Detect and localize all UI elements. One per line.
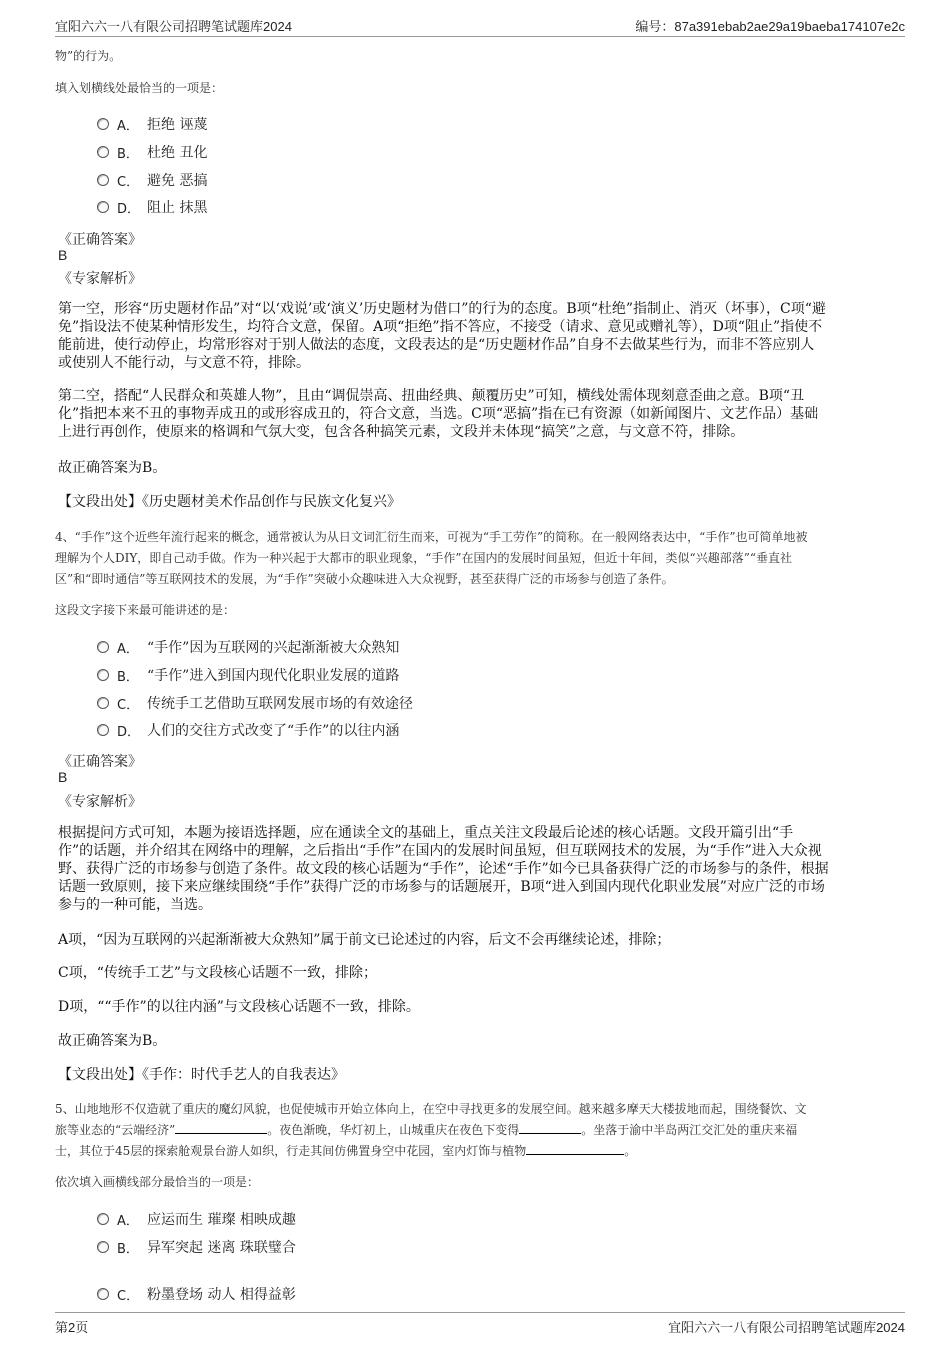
q4-stem <box>55 527 915 590</box>
page-number: 第2页 <box>55 1320 89 1335</box>
q3-source: 【文段出处】《历史题材美术作品创作与民族文化复兴》 <box>58 494 401 510</box>
text-fragment: 。 <box>624 1144 637 1158</box>
fill-blank-1 <box>175 1121 267 1134</box>
q3-option-a[interactable] <box>97 113 207 135</box>
radio-button-icon[interactable] <box>97 1288 109 1300</box>
q3-analysis-p2 <box>58 387 908 441</box>
radio-button-icon[interactable] <box>97 1213 109 1225</box>
radio-button-icon[interactable] <box>97 201 109 213</box>
q3-stem-continuation: 物”的行为。 <box>55 49 122 63</box>
q4-answer-label: 《正确答案》 <box>58 754 142 770</box>
page-header <box>55 14 905 37</box>
option-text: “手作”进入到国内现代化职业发展的道路 <box>147 668 400 684</box>
q3-option-d[interactable] <box>97 196 207 218</box>
fill-blank-3 <box>526 1142 624 1155</box>
q3-answer-label: 《正确答案》 <box>58 232 142 248</box>
q4-analysis-p4: D项，““手作”的以往内涵”与文段核心话题不一致，排除。 <box>58 999 420 1015</box>
text-fragment: 。坐落于渝中半岛两江交汇处的重庆来福 <box>581 1123 798 1137</box>
q4-option-a[interactable] <box>97 636 399 658</box>
text-line: 理解为个人DIY，即自己动手做。作为一种兴起于大都市的职业现象，“手作”在国内的发展时间虽短，但近十年间，类似“兴趣部落”“垂直社 <box>55 551 792 565</box>
option-text: 避免 恶搞 <box>147 173 208 189</box>
text-line: 化”指把本来不丑的事物弄成丑的或形容成丑的，符合文意，当选。C项“恶搞”指在已有资源（如新闻图片、文艺作品）基础 <box>58 406 819 422</box>
header-title: 宜阳六六一八有限公司招聘笔试题库2024 <box>55 19 292 34</box>
text-fragment: 士，其位于45层的探索舱观景台游人如织，行走其间仿佛置身空中花园，室内灯饰与植物 <box>55 1144 527 1158</box>
option-text: “手作”因为互联网的兴起渐渐被大众熟知 <box>147 640 400 656</box>
q5-option-c[interactable] <box>97 1283 296 1305</box>
q4-analysis-p3: C项，“传统手工艺”与文段核心话题不一致，排除； <box>58 965 378 981</box>
option-text: 拒绝 诬蔑 <box>147 117 208 133</box>
q4-answer: B <box>58 769 68 785</box>
q5-prompt: 依次填入画横线部分最恰当的一项是： <box>55 1175 260 1189</box>
option-text: 阻止 抹黑 <box>147 200 208 216</box>
text-line: 话题一致原则，接下来应继续围绕“手作”获得广泛的市场参与的话题展开，B项“进入到国内现代化职业发展”对应广泛的市场 <box>58 879 825 895</box>
radio-button-icon[interactable] <box>97 118 109 130</box>
q4-analysis-label: 《专家解析》 <box>58 794 142 810</box>
text-line: 区”和“即时通信”等互联网技术的发展，为“手作”突破小众趣味进入大众视野，甚至获得广泛的市场参与创造了条件。 <box>55 572 674 586</box>
q5-option-a[interactable] <box>97 1208 296 1230</box>
q5-stem <box>55 1099 915 1162</box>
option-letter: D． <box>117 724 141 740</box>
text-line: 根据提问方式可知，本题为接语选择题，应在通读全文的基础上，重点关注文段最后论述的核心话题。文段开篇引出“手 <box>58 825 794 841</box>
q4-option-d[interactable] <box>97 719 399 741</box>
text-line: 能前进，使行动停止，均常形容对于别人做法的态度，文段表达的是“历史题材作品”自身不去做某些行为，而非不答应别人 <box>58 337 815 353</box>
text-fragment: 。夜色渐晚，华灯初上，山城重庆在夜色下变得 <box>267 1123 520 1137</box>
option-letter: B． <box>117 1241 139 1257</box>
option-text: 杜绝 丑化 <box>147 145 208 161</box>
text-line: 免”指设法不使某种情形发生，均符合文意，保留。A项“拒绝”指不答应，不接受（请求、意见或赠礼等），D项“阻止”指使不 <box>58 319 823 335</box>
option-letter: A． <box>117 641 139 657</box>
text-line: 参与的一种可能，当选。 <box>58 897 212 913</box>
q4-analysis-p2: A项，“因为互联网的兴起渐渐被大众熟知”属于前文已论述过的内容，后文不会再继续论述，排除； <box>58 932 671 948</box>
text-line <box>55 1141 915 1162</box>
radio-button-icon[interactable] <box>97 1241 109 1253</box>
radio-button-icon[interactable] <box>97 146 109 158</box>
text-line: 第一空，形容“历史题材作品”对“以‘戏说’或‘演义’历史题材为借口”的行为的态度。B项“杜绝”指制止、消灭（坏事），C项“避 <box>58 301 826 317</box>
option-text: 人们的交往方式改变了“手作”的以往内涵 <box>147 723 400 739</box>
q5-option-b[interactable] <box>97 1236 296 1258</box>
option-letter: C． <box>117 1288 140 1304</box>
q3-answer: B <box>58 247 68 263</box>
q3-option-b[interactable] <box>97 141 207 163</box>
option-text: 应运而生 璀璨 相映成趣 <box>147 1212 296 1228</box>
text-line: 4、“手作”这个近些年流行起来的概念，通常被认为从日文词汇衍生而来，可视为“手工劳作”的简称。在一般网络表达中，“手作”也可简单地被 <box>55 530 808 544</box>
option-letter: A． <box>117 118 139 134</box>
text-line: 野、获得广泛的市场参与创造了条件。故文段的核心话题为“手作”，论述“手作”如今已具备获得广泛的市场参与的条件，根据 <box>58 861 829 877</box>
footer-title: 宜阳六六一八有限公司招聘笔试题库2024 <box>668 1320 905 1335</box>
option-text: 粉墨登场 动人 相得益彰 <box>147 1287 296 1303</box>
option-letter: C． <box>117 174 140 190</box>
text-line: 第二空，搭配“人民群众和英雄人物”，且由“调侃崇高、扭曲经典、颠覆历史”可知，横线处需体现刻意歪曲之意。B项“丑 <box>58 388 805 404</box>
option-letter: B． <box>117 146 139 162</box>
text-line <box>55 1099 915 1120</box>
radio-button-icon[interactable] <box>97 697 109 709</box>
text-line: 作”的话题，并介绍其在网络中的理解，之后指出“手作”在国内的发展时间虽短，但互联网技术的发展，为“手作”进入大众视 <box>58 843 822 859</box>
option-letter: A． <box>117 1213 139 1229</box>
q4-conclusion: 故正确答案为B。 <box>58 1033 167 1049</box>
radio-button-icon[interactable] <box>97 174 109 186</box>
page-footer <box>55 1312 905 1335</box>
header-serial: 编号：87a391ebab2ae29a19baeba174107e2c <box>635 19 905 34</box>
text-line <box>55 1120 915 1141</box>
radio-button-icon[interactable] <box>97 641 109 653</box>
q4-prompt: 这段文字接下来最可能讲述的是： <box>55 603 236 617</box>
text-fragment: 5、山地地形不仅造就了重庆的魔幻风貌，也促使城市开始立体向上，在空中寻找更多的发展空间。越来越多摩天大楼拔地而起，围绕餐饮、文 <box>55 1102 807 1116</box>
text-fragment: 旅等业态的“云端经济” <box>55 1123 176 1137</box>
q4-analysis-p1 <box>58 824 908 914</box>
radio-button-icon[interactable] <box>97 724 109 736</box>
q3-conclusion: 故正确答案为B。 <box>58 460 167 476</box>
q3-option-c[interactable] <box>97 169 207 191</box>
q3-analysis-label: 《专家解析》 <box>58 271 142 287</box>
option-letter: D． <box>117 201 141 217</box>
option-text: 异军突起 迷离 珠联璧合 <box>147 1240 296 1256</box>
q4-option-b[interactable] <box>97 664 399 686</box>
radio-button-icon[interactable] <box>97 669 109 681</box>
q3-prompt: 填入划横线处最恰当的一项是： <box>55 81 224 95</box>
q3-analysis-p1 <box>58 300 908 372</box>
q4-option-c[interactable] <box>97 692 413 714</box>
option-letter: B． <box>117 669 139 685</box>
option-text: 传统手工艺借助互联网发展市场的有效途径 <box>147 696 413 712</box>
fill-blank-2 <box>519 1121 581 1134</box>
text-line: 或使别人不能行动，与文意不符，排除。 <box>58 355 310 371</box>
option-letter: C． <box>117 697 140 713</box>
q4-source: 【文段出处】《手作：时代手艺人的自我表达》 <box>58 1067 345 1083</box>
text-line: 上进行再创作，使原来的格调和气氛大变，包含各种搞笑元素，文段并未体现“搞笑”之意，与文意不符，排除。 <box>58 424 745 440</box>
